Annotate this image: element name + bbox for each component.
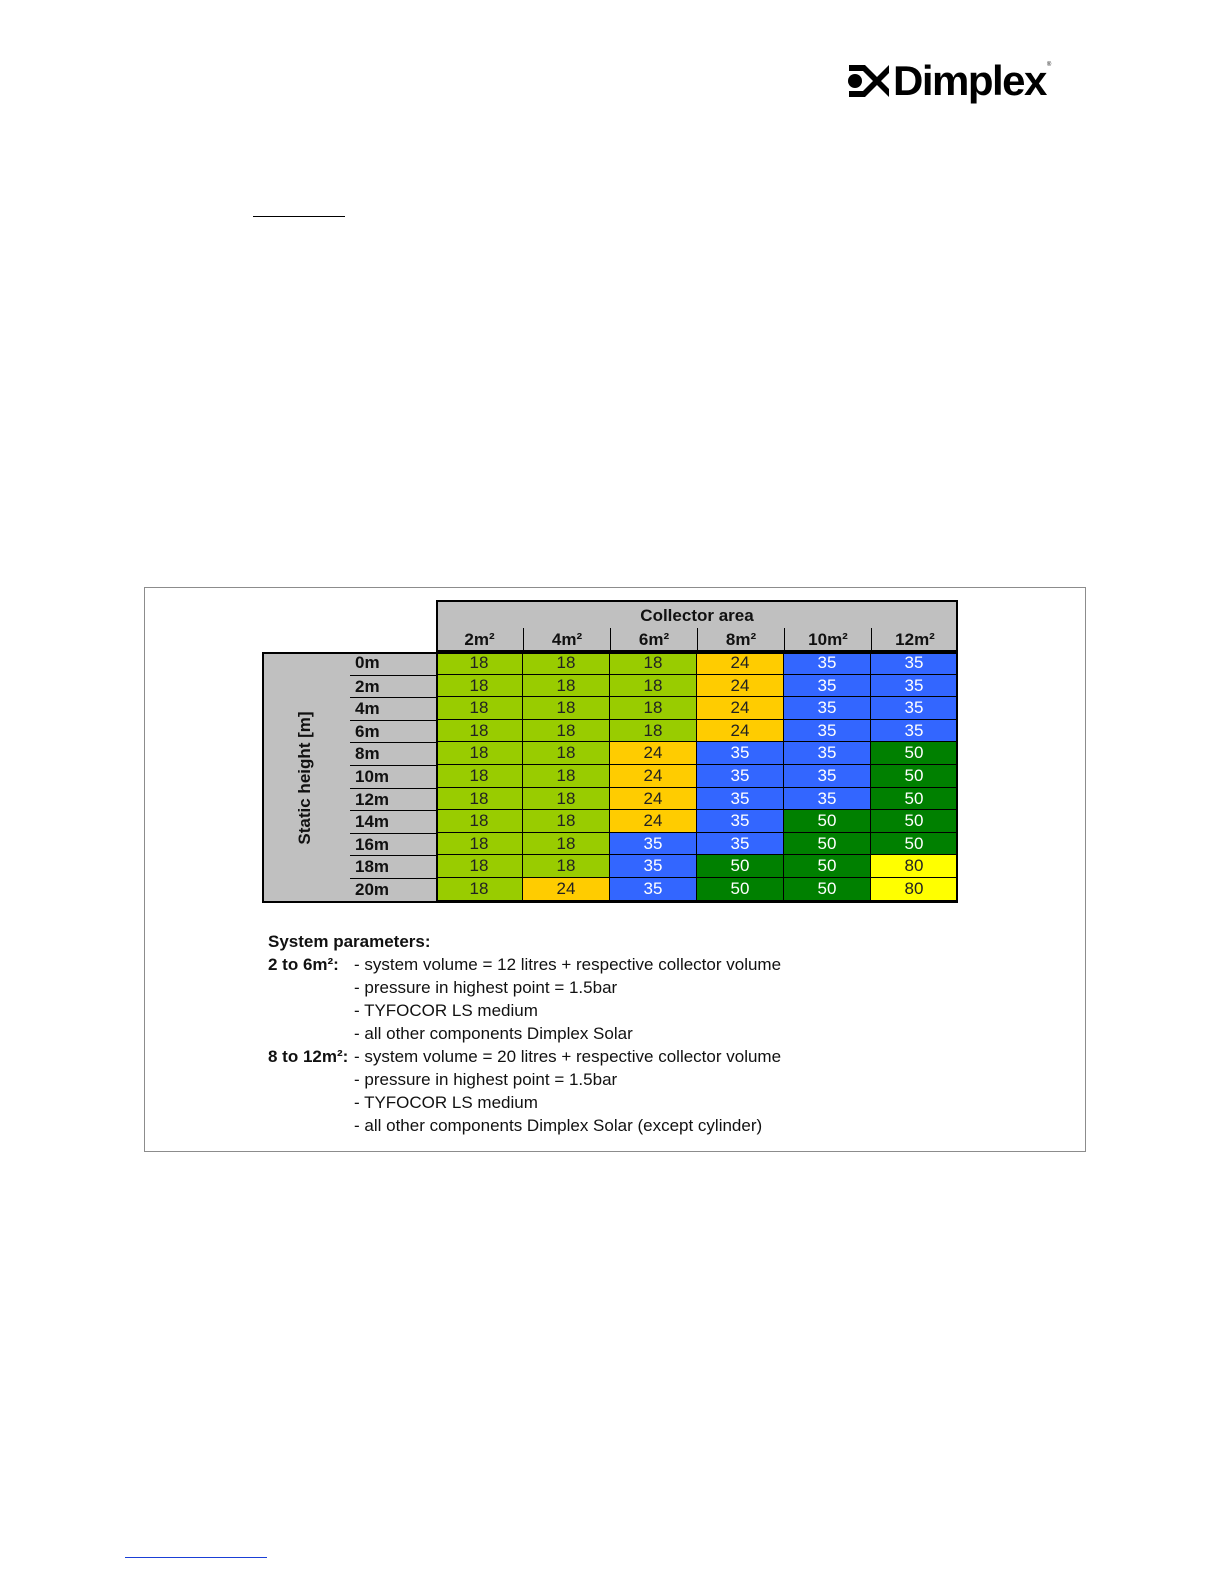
parameter-row	[268, 1045, 781, 1068]
table-cell: 35	[697, 788, 784, 811]
dimplex-logo-trademark: ®	[1046, 62, 1052, 68]
row-header: 12m	[350, 788, 436, 811]
table-cell: 18	[436, 765, 523, 788]
collector-area-title: Collector area	[640, 606, 754, 625]
table-cell: 50	[697, 855, 784, 878]
table-cell: 18	[523, 810, 610, 833]
table-cell: 18	[610, 720, 697, 743]
footer-link-underline	[125, 1557, 267, 1558]
table-cell: 35	[784, 765, 871, 788]
table-cell: 50	[784, 855, 871, 878]
table-cell: 18	[436, 742, 523, 765]
table-cell: 18	[523, 720, 610, 743]
row-header: 16m	[350, 833, 436, 856]
table-cell: 24	[697, 720, 784, 743]
table-cell: 50	[871, 833, 958, 856]
table-cell: 50	[784, 810, 871, 833]
parameter-label-spacer	[268, 976, 354, 999]
table-cell: 80	[871, 855, 958, 878]
table-cell: 24	[610, 788, 697, 811]
table-cell: 24	[610, 742, 697, 765]
table-cell: 24	[523, 878, 610, 901]
parameter-group-label: 2 to 6m²:	[268, 955, 339, 974]
table-cell: 18	[436, 720, 523, 743]
table-cell: 35	[784, 720, 871, 743]
table-cell: 35	[784, 697, 871, 720]
row-header: 2m	[350, 675, 436, 698]
dimplex-logo	[845, 58, 1051, 104]
table-cell: 35	[871, 697, 958, 720]
column-header: 12m²	[871, 628, 958, 652]
table-cell: 35	[697, 810, 784, 833]
row-header: 8m	[350, 742, 436, 765]
parameter-item: - system volume = 20 litres + respective collector volume	[354, 1047, 782, 1066]
table-cell: 35	[697, 833, 784, 856]
table-cell: 35	[610, 878, 697, 901]
table-cell: 35	[871, 675, 958, 698]
row-header: 0m	[355, 653, 380, 672]
table-cell: 50	[784, 878, 871, 901]
row-header: 4m	[350, 697, 436, 720]
table-cell: 24	[697, 697, 784, 720]
dimplex-logo-text: Dimplex	[893, 57, 1046, 104]
parameter-item: - all other components Dimplex Solar (except cylinder)	[354, 1116, 763, 1135]
table-cell: 18	[523, 855, 610, 878]
parameter-label-spacer	[268, 999, 354, 1022]
row-header: 20m	[350, 878, 436, 901]
system-parameter-groups	[268, 953, 781, 1137]
table-cell: 18	[436, 833, 523, 856]
table-cell: 35	[697, 765, 784, 788]
system-parameters	[268, 930, 781, 1137]
table-cell: 18	[610, 675, 697, 698]
table-cell: 18	[436, 855, 523, 878]
parameter-label-spacer	[268, 1068, 354, 1091]
parameter-item: - TYFOCOR LS medium	[354, 1001, 538, 1020]
parameter-item: - TYFOCOR LS medium	[354, 1093, 538, 1112]
parameter-row	[268, 1068, 781, 1091]
table-cell: 35	[697, 742, 784, 765]
table-cell: 18	[610, 697, 697, 720]
row-header: 6m	[350, 720, 436, 743]
column-header: 8m²	[697, 628, 784, 652]
dimplex-logo-mark-icon	[845, 61, 891, 101]
table-cell: 24	[697, 675, 784, 698]
table-cell: 35	[610, 855, 697, 878]
table-cell: 18	[436, 878, 523, 901]
table-cell: 35	[610, 833, 697, 856]
table-cell: 35	[784, 742, 871, 765]
static-height-label: Static height [m]	[295, 711, 314, 845]
row-header: 14m	[350, 810, 436, 833]
heading-underline	[253, 216, 345, 217]
table-cell: 18	[523, 833, 610, 856]
parameter-row	[268, 953, 781, 976]
table-cell: 50	[871, 765, 958, 788]
table-cell: 35	[784, 788, 871, 811]
table-cell: 24	[610, 810, 697, 833]
parameter-row	[268, 1022, 781, 1045]
parameter-label-spacer	[268, 1114, 354, 1137]
table-cell: 18	[523, 675, 610, 698]
table-cell: 18	[523, 652, 610, 675]
parameter-item: - all other components Dimplex Solar	[354, 1024, 633, 1043]
table-cell: 35	[784, 652, 871, 675]
column-header: 10m²	[784, 628, 871, 652]
parameter-item: - pressure in highest point = 1.5bar	[354, 1070, 618, 1089]
table-cell: 18	[523, 765, 610, 788]
row-header: 18m	[350, 855, 436, 878]
table-cell: 80	[871, 878, 958, 901]
table-cell: 50	[871, 788, 958, 811]
table-cell: 18	[436, 810, 523, 833]
table-cell: 24	[610, 765, 697, 788]
table-cell: 18	[436, 652, 523, 675]
table-cell: 18	[523, 697, 610, 720]
parameter-row	[268, 976, 781, 999]
parameter-row	[268, 1114, 781, 1137]
table-cell: 18	[436, 788, 523, 811]
system-parameters-title: System parameters:	[268, 932, 431, 951]
table-cell: 18	[436, 675, 523, 698]
table-cell: 50	[871, 810, 958, 833]
parameter-item: - pressure in highest point = 1.5bar	[354, 978, 618, 997]
parameter-row	[268, 1091, 781, 1114]
table-cell: 50	[871, 742, 958, 765]
table-cell: 18	[436, 697, 523, 720]
parameter-label-spacer	[268, 1091, 354, 1114]
parameter-label-spacer	[268, 1022, 354, 1045]
table-cell: 35	[871, 720, 958, 743]
parameter-row	[268, 999, 781, 1022]
table-cell: 35	[784, 675, 871, 698]
table-cell: 50	[697, 878, 784, 901]
table-cell: 50	[784, 833, 871, 856]
column-header: 2m²	[464, 630, 495, 649]
column-header: 4m²	[523, 628, 610, 652]
table-cell: 24	[697, 652, 784, 675]
table-cell: 18	[523, 788, 610, 811]
table-cell: 18	[523, 742, 610, 765]
table-cell: 35	[871, 652, 958, 675]
parameter-group-label: 8 to 12m²:	[268, 1047, 349, 1066]
table-cell: 18	[610, 652, 697, 675]
row-header: 10m	[350, 765, 436, 788]
column-header: 6m²	[610, 628, 697, 652]
parameter-item: - system volume = 12 litres + respective collector volume	[354, 955, 782, 974]
